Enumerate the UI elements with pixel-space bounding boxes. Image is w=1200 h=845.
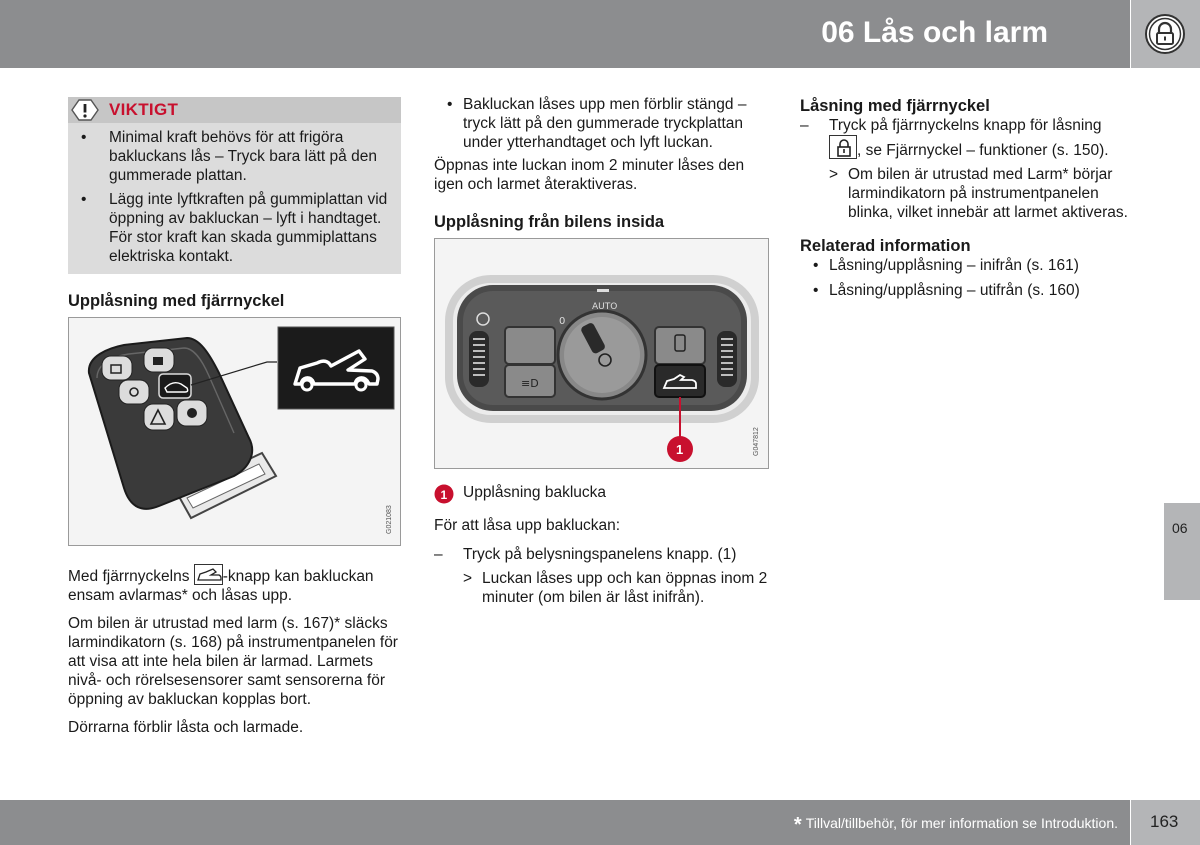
step-text: Tryck på fjärrnyckelns knapp för låsning xyxy=(829,117,1102,134)
section-heading: Upplåsning med fjärrnyckel xyxy=(68,292,285,310)
chapter-title: 06 Lås och larm xyxy=(821,16,1048,49)
related-link[interactable] xyxy=(800,256,1140,275)
figure-code: G047812 xyxy=(753,427,760,456)
related-link-text[interactable]: Låsning/upplåsning – utifrån (s. 160) xyxy=(829,282,1080,299)
footnote xyxy=(794,814,1118,835)
important-notice xyxy=(68,97,401,274)
step-text: , se Fjärrnyckel – funktioner (s. 150). xyxy=(857,142,1109,159)
result-item: > Om bilen är utrustad med Larm* börjar larmindikatorn på instrumentpanelen blinka, vilket innebär att larmet aktiveras. xyxy=(800,165,1140,222)
chapter-side-tab-label: 06 xyxy=(1172,520,1188,536)
paragraph xyxy=(68,564,401,605)
section-heading: Relaterad information xyxy=(800,237,971,255)
step-item: – Tryck på belysningspanelens knapp. (1) xyxy=(434,545,769,564)
paragraph: Dörrarna förblir låsta och larmade. xyxy=(68,719,304,736)
auto-label: AUTO xyxy=(592,302,618,312)
callout-number: 1 xyxy=(676,442,684,457)
step-item xyxy=(800,116,1140,160)
padlock-icon xyxy=(1144,13,1186,55)
related-link[interactable] xyxy=(800,281,1140,300)
list-item: • Lägg inte lyftkraften på gummiplattan vid öppning av bakluckan – lyft i handtaget. För stor kraft kan skada gummiplattans elektriska kontakt. xyxy=(68,190,401,266)
footnote-star: * xyxy=(793,814,802,836)
light-panel-figure xyxy=(434,238,769,469)
related-list xyxy=(800,256,1140,300)
column-1 xyxy=(68,97,401,737)
list-item xyxy=(434,95,769,152)
callout-number-icon xyxy=(434,484,454,504)
important-notice-header xyxy=(68,97,401,123)
bullet-list xyxy=(434,95,769,152)
footer-bar xyxy=(0,800,1130,845)
paragraph-text: -knapp kan bakluckan ensam avlarmas* och låsas upp. xyxy=(68,568,374,604)
trunk-button-icon xyxy=(194,564,223,585)
section-heading: Låsning med fjärrnyckel xyxy=(800,97,990,115)
page-number-box xyxy=(1131,800,1200,845)
list-item: • Minimal kraft behövs för att frigöra bakluckans lås – Tryck bara lätt på den gummerade plattan. xyxy=(68,128,401,185)
paragraph: För att låsa upp bakluckan: xyxy=(434,517,621,534)
zero-label: 0 xyxy=(559,316,566,327)
callout-label: Upplåsning baklucka xyxy=(463,484,607,501)
list-item-text: Bakluckan låses upp men förblir stängd – tryck lätt på den gummerade tryckplattan under ytterhandtaget och lyft luckan. xyxy=(463,96,747,151)
paragraph-text: Med fjärrnyckelns xyxy=(68,568,194,585)
chapter-icon-box xyxy=(1131,0,1200,68)
related-link-text[interactable]: Låsning/upplåsning – inifrån (s. 161) xyxy=(829,257,1079,274)
section-heading: Upplåsning från bilens insida xyxy=(434,213,665,231)
warning-exclamation-icon xyxy=(71,99,99,121)
header-bar xyxy=(0,0,1130,68)
lock-button-icon xyxy=(829,135,857,159)
paragraph: Öppnas inte luckan inom 2 minuter låses den igen och larmet återaktiveras. xyxy=(434,157,745,193)
svg-text:≡D: ≡D xyxy=(521,377,539,390)
column-3 xyxy=(800,96,1140,300)
callout-legend xyxy=(434,483,769,503)
page-number: 163 xyxy=(1150,812,1179,831)
remote-key-figure xyxy=(68,317,401,546)
footnote-text: Tillval/tillbehör, för mer information se Introduktion. xyxy=(805,815,1118,831)
paragraph: Om bilen är utrustad med larm (s. 167)* släcks larmindikatorn (s. 168) på instrumentpanelen för att visa att inte hela bilen är larmad. Larmets nivå- och rörelsesensorer samt sensorerna för öppning av bakluckan kopplas bort. xyxy=(68,615,398,708)
remote-key-illustration xyxy=(69,318,401,546)
important-notice-list xyxy=(68,128,401,266)
light-panel-illustration xyxy=(435,239,769,469)
svg-text:1: 1 xyxy=(440,488,448,502)
important-notice-label: VIKTIGT xyxy=(109,100,179,119)
figure-code: G021083 xyxy=(386,505,393,534)
column-2 xyxy=(434,95,769,607)
chapter-side-tab[interactable] xyxy=(1164,503,1200,600)
result-item: > Luckan låses upp och kan öppnas inom 2 minuter (om bilen är låst inifrån). xyxy=(434,569,769,607)
